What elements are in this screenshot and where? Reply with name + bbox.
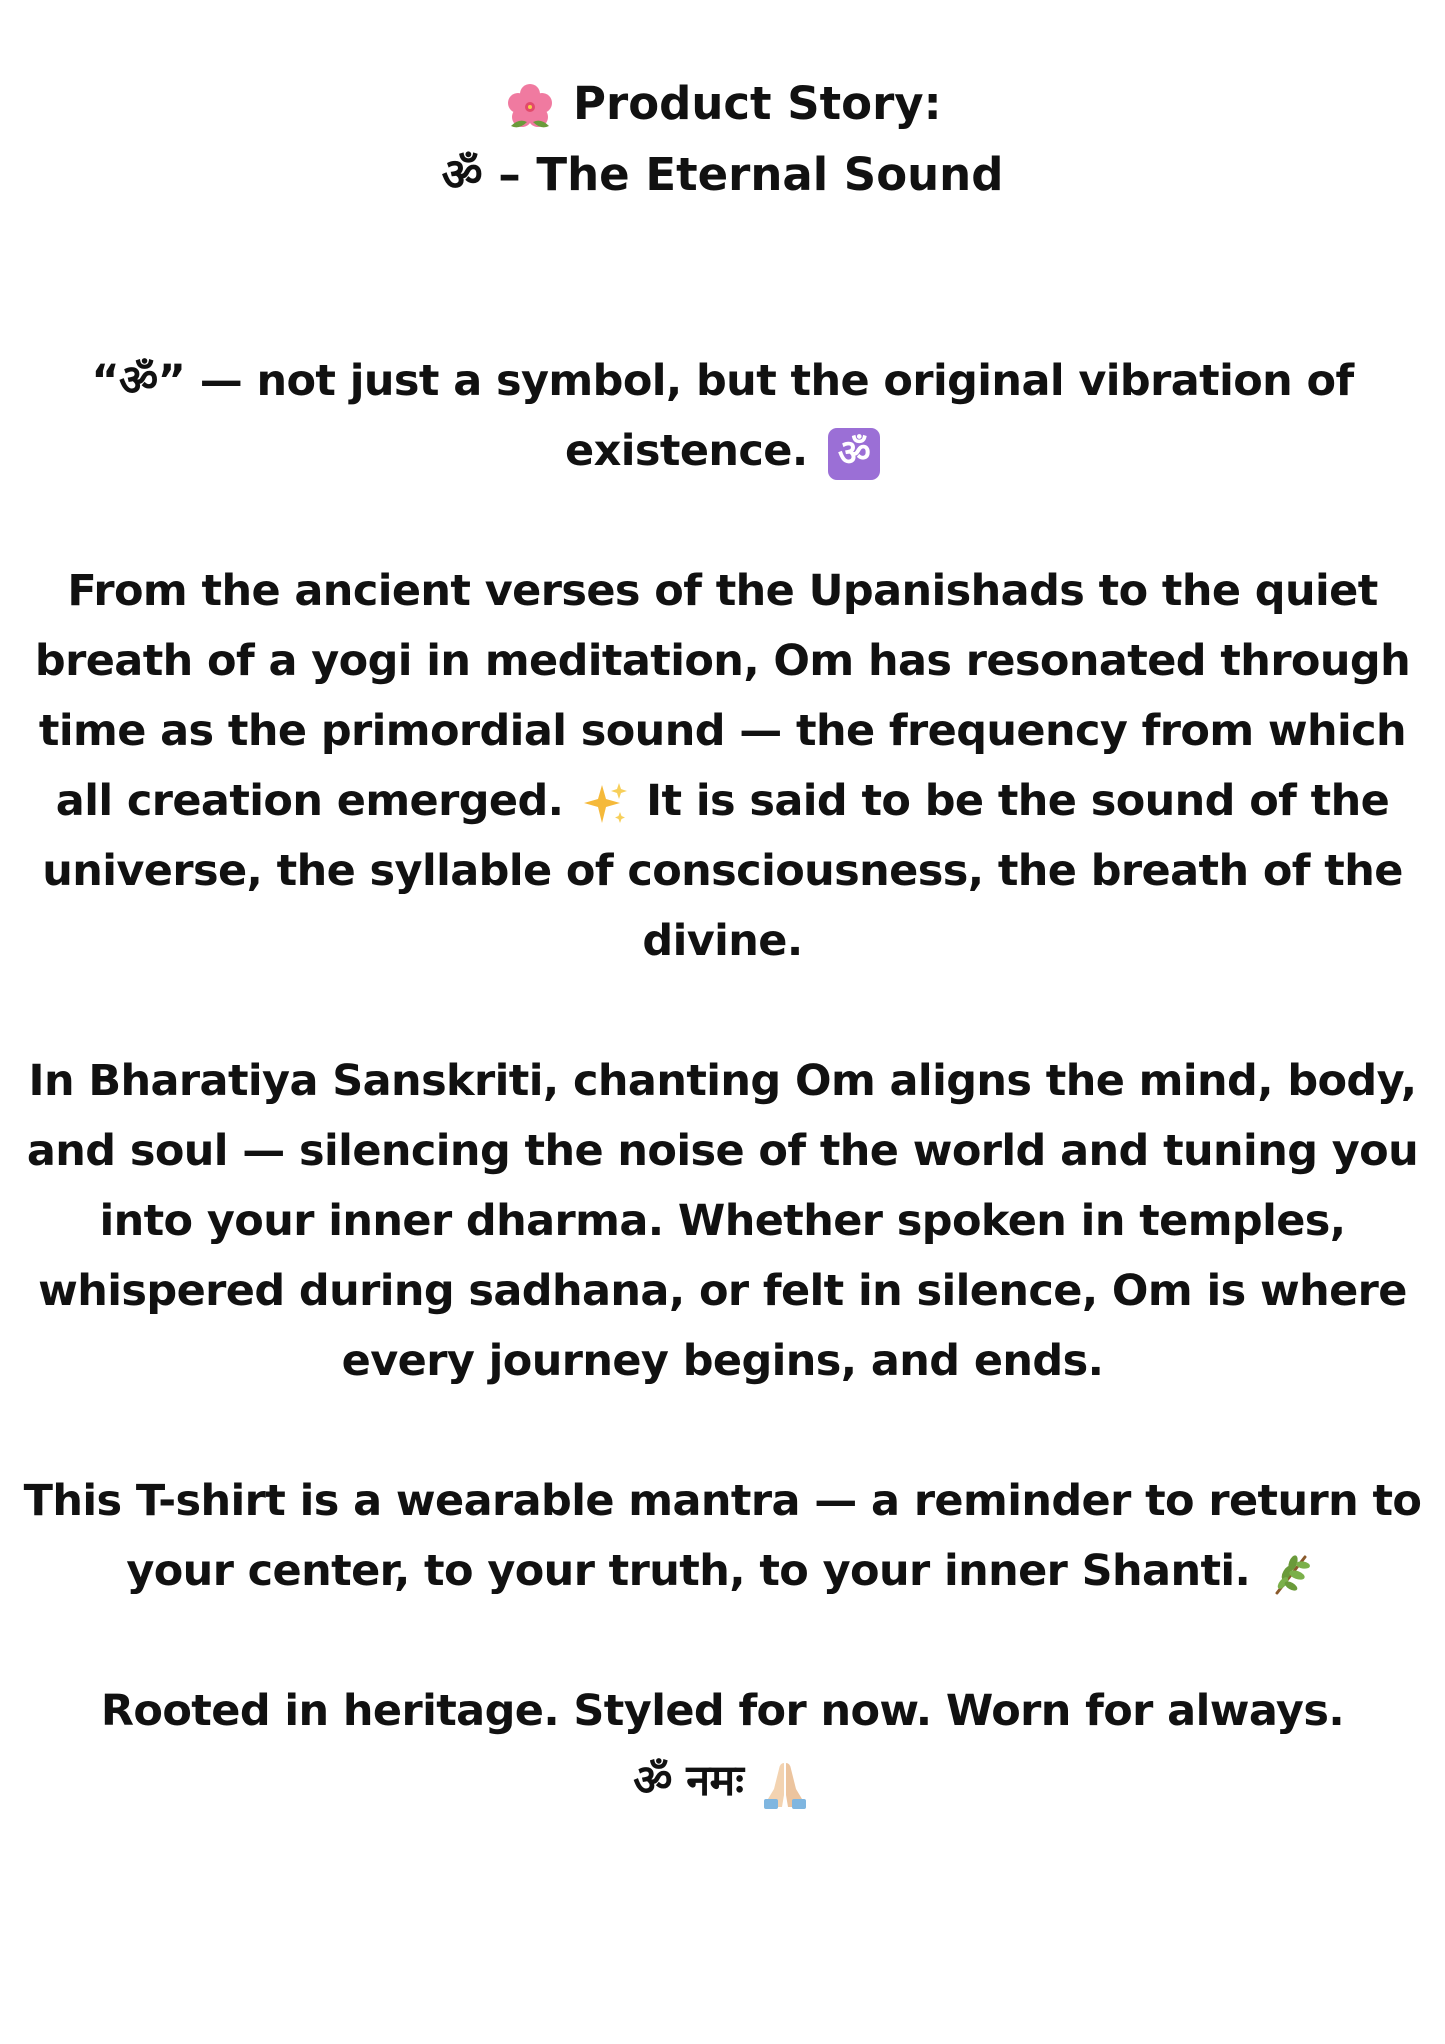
p2-line-4a: all creation emerged.: [55, 776, 564, 826]
herb-icon: [1267, 1549, 1317, 1599]
p4-line-2-text: your center, to your truth, to your inner Shanti.: [126, 1546, 1251, 1596]
p4-line-2: [10, 1536, 1435, 1606]
title-text: Product Story:: [573, 77, 942, 130]
title-line-2: ॐ – The Eternal Sound: [441, 148, 1004, 201]
p1-line-1: “ॐ” — not just a symbol, but the original vibration of: [91, 356, 1354, 406]
sparkles-icon: [580, 779, 630, 829]
p2-line-2: breath of a yogi in meditation, Om has resonated through: [34, 636, 1411, 686]
p2-line-5: universe, the syllable of consciousness, the breath of the: [42, 846, 1403, 896]
p2-line-6: divine.: [642, 916, 803, 966]
p2-line-1: From the ancient verses of the Upanishads to the quiet: [67, 566, 1378, 616]
hibiscus-icon: [505, 82, 555, 132]
title-line-1: [0, 68, 1445, 139]
p2-line-4: [10, 766, 1435, 836]
p1-line-2-text: existence.: [565, 426, 808, 476]
p4-line-1: This T-shirt is a wearable mantra — a reminder to return to: [23, 1476, 1422, 1526]
folded-hands-icon: [760, 1759, 810, 1809]
p5-line-1: Rooted in heritage. Styled for now. Worn for always.: [100, 1686, 1345, 1736]
p1-line-2: [10, 416, 1435, 486]
om-symbol-icon: ॐ: [828, 428, 880, 480]
paragraph-tshirt: [10, 1466, 1435, 1606]
paragraph-closing: [10, 1676, 1435, 1816]
p3-line-5: every journey begins, and ends.: [341, 1336, 1104, 1386]
p5-line-2: [10, 1746, 1435, 1816]
p3-line-2: and soul — silencing the noise of the world and tuning you: [26, 1126, 1419, 1176]
p3-line-4: whispered during sadhana, or felt in silence, Om is where: [38, 1266, 1407, 1316]
p2-line-4b: It is said to be the sound of the: [646, 776, 1390, 826]
paragraph-sanskriti: [10, 1046, 1435, 1396]
p5-line-2-text: ॐ नमः: [633, 1756, 744, 1806]
paragraph-origin: [10, 556, 1435, 976]
p2-line-3: time as the primordial sound — the frequency from which: [38, 706, 1407, 756]
title-block: [0, 68, 1445, 210]
paragraph-intro: [10, 346, 1435, 486]
p3-line-1: In Bharatiya Sanskriti, chanting Om aligns the mind, body,: [28, 1056, 1417, 1106]
p3-line-3: into your inner dharma. Whether spoken in temples,: [99, 1196, 1346, 1246]
